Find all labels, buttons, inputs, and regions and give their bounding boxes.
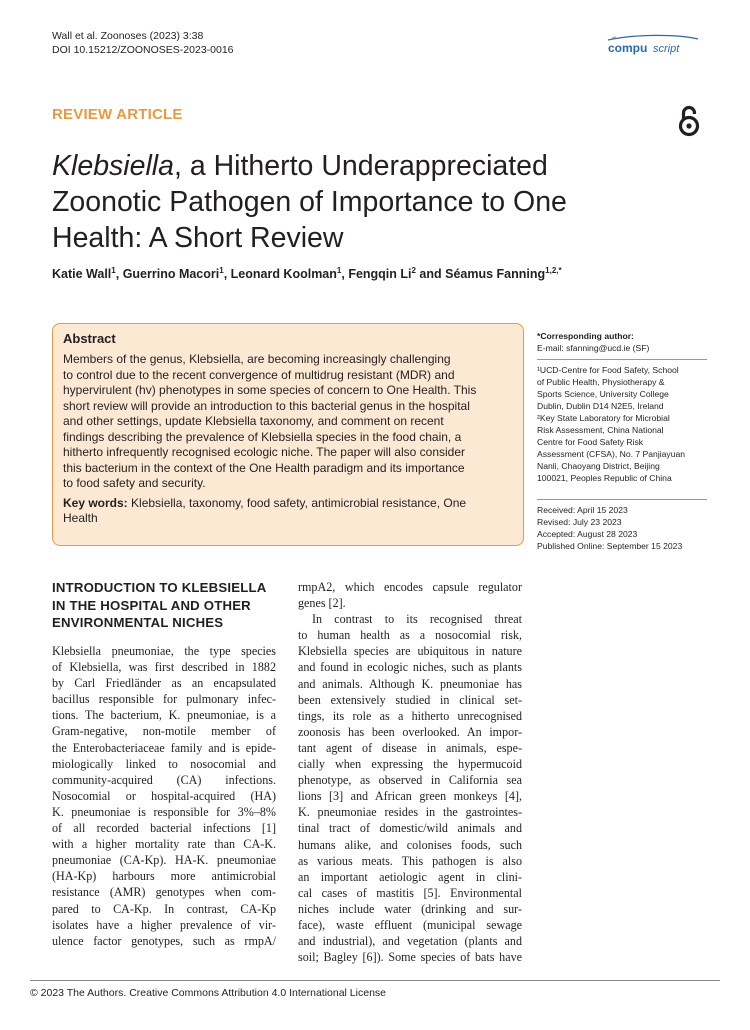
author-affiliation: 2: [411, 266, 416, 275]
abstract-line: this bacterium in the context of the One Health paradigm and its importance: [63, 460, 465, 475]
author-name: Katie Wall: [52, 267, 112, 282]
body-line: (HA-Kp) harbours more antimicrobial: [52, 869, 276, 884]
author-name: Séamus Fanning: [445, 267, 546, 282]
svg-text:script: script: [653, 43, 680, 55]
body-line: cially when expressing the hypermucoid: [298, 757, 522, 772]
date-revised: Revised: July 23 2023: [537, 517, 622, 527]
body-column-left: [52, 643, 276, 949]
body-line: humans alike, and colonises foods, such: [298, 837, 522, 852]
author-affiliation: 1,2,*: [545, 266, 562, 275]
body-line: with a higher mortality rate than CA-K.: [52, 837, 276, 852]
section-heading-line: IN THE HOSPITAL AND OTHER: [52, 597, 251, 613]
author-affiliation: 1: [111, 266, 116, 275]
sidebar-divider: [537, 359, 707, 360]
body-line: tinal tract of domestic/wild animals and: [298, 821, 522, 836]
keywords-label: Key words:: [63, 495, 128, 510]
body-line: niches include water (drinking and sur-: [298, 901, 522, 916]
affiliation-line: 100021, Peoples Republic of China: [537, 473, 672, 483]
doi[interactable]: DOI 10.15212/ZOONOSES-2023-0016: [52, 44, 234, 56]
title-line3: Health: A Short Review: [52, 222, 344, 254]
body-line: community-acquired (CA) infections.: [52, 772, 276, 787]
body-line: Klebsiella species are ubiquitous in nature: [298, 644, 522, 659]
body-line: been extensively studied in clinical set-: [298, 692, 522, 707]
body-line: and found in ecologic niches, such as plants: [298, 660, 522, 675]
body-line: phenotype, as observed in California sea: [298, 773, 522, 788]
body-line: tings, its role as a hitherto unrecognised: [298, 708, 522, 723]
body-line: K. pneumoniae resides in the gastrointes-: [298, 805, 522, 820]
author-name: Guerrino Macori: [122, 267, 220, 282]
affiliation-line: ²Key State Laboratory for Microbial: [537, 413, 670, 423]
body-line: isolates have a higher prevalence of vir-: [52, 917, 276, 932]
abstract-line: to food safety and security.: [63, 476, 206, 490]
body-line: ulence factor genotypes, such as rmpA/: [52, 933, 276, 948]
article-title: [52, 148, 702, 256]
footer-divider: [30, 980, 720, 981]
corresponding-author: [537, 330, 712, 354]
article-dates: [537, 504, 712, 552]
affiliation-line: Assessment (CFSA), No. 7 Panjiayuan: [537, 449, 686, 459]
body-line: lions [3] and African green monkeys [4],: [298, 789, 522, 804]
body-line: In contrast to its recognised threat: [312, 612, 522, 627]
author-list: Katie Wall$^1$, Guerrino Macori$^1$, Leonard Koolman$^1$, Fengqin Li$^2$ and Séamus Fanning$^{1,2,*}$: [52, 266, 562, 282]
author-affiliation: 1: [336, 266, 342, 275]
body-line: as various meats. This pathogen is also: [298, 853, 522, 868]
body-line: K. pneumoniae is responsible for 3%–8%: [52, 804, 276, 819]
body-line: face), waste effluent (municipal sewage: [298, 917, 522, 932]
body-line: tions. The bacterium, K. pneumoniae, is a: [52, 708, 276, 723]
journal-citation: Wall et al. Zoonoses (2023) 3:38: [52, 30, 204, 42]
affiliation-line: Dublin, Dublin D14 N2E5, Ireland: [537, 401, 664, 411]
date-accepted: Accepted: August 28 2023: [537, 529, 638, 539]
affiliation-line: Risk Assessment, China National: [537, 425, 664, 435]
title-genus: Klebsiella: [52, 150, 174, 182]
abstract-line: findings describing the prevalence of Klebsiella species in the food chain, a: [63, 429, 462, 444]
abstract-box: [52, 323, 524, 546]
title-line2: Zoonotic Pathogen of Importance to One: [52, 186, 567, 218]
author-name: Fengqin Li: [348, 267, 412, 282]
open-access-icon: [676, 104, 702, 138]
body-line: of all recorded bacterial infections [1]: [52, 821, 276, 836]
keywords-line2: Health: [63, 511, 98, 525]
section-heading-line: ENVIRONMENTAL NICHES: [52, 615, 224, 630]
abstract-heading: Abstract: [63, 331, 116, 346]
affiliation-line: Sports Science, University College: [537, 389, 669, 399]
sidebar-divider: [537, 499, 707, 500]
author-affiliation: 1: [219, 266, 224, 275]
body-line: and industrial), and vegetation (plants and: [298, 934, 522, 949]
corresponding-label: *Corresponding author:: [537, 331, 634, 341]
body-line: soil; Bagley [6]). Some species of bats have: [298, 950, 522, 965]
date-received: Received: April 15 2023: [537, 505, 628, 515]
body-line: zoonosis has been overlooked. An impor-: [298, 724, 522, 739]
section-heading: [52, 579, 282, 632]
affiliation-line: Centre for Food Safety Risk: [537, 437, 644, 447]
author-name: Leonard Koolman: [230, 267, 337, 282]
compuscript-logo: [606, 34, 700, 58]
body-line: genes [2].: [298, 596, 346, 611]
body-line: of Klebsiella, was first described in 1882: [52, 660, 276, 675]
body-line: resistance (AMR) genotypes when com-: [52, 885, 276, 900]
body-line: cal cases of mastitis [5]. Environmental: [298, 885, 522, 900]
abstract-line: hitherto infrequently recognised ecologic niche. The paper will also consider: [63, 445, 466, 459]
body-line: and animals. Although K. pneumoniae has: [298, 676, 522, 691]
abstract-line: hypervirulent (hv) phenotypes in some species of concern to One Health. This: [63, 383, 477, 397]
body-line: by Carl Friedländer as an encapsulated: [52, 676, 276, 691]
title-line1: , a Hitherto Underappreciated: [174, 150, 548, 182]
body-column-right: [298, 579, 522, 965]
abstract-line: Members of the genus, Klebsiella, are becoming increasingly challenging: [63, 352, 451, 366]
body-line: pneumoniae (CA-Kp). HA-K. pneumoniae: [52, 853, 276, 868]
body-line: miologically linked to nosocomial and: [52, 756, 276, 771]
affiliation-line: Nanli, Chaoyang District, Beijing: [537, 461, 660, 471]
body-line: Gram-negative, non-motile member of: [52, 724, 276, 739]
license-footer: © 2023 The Authors. Creative Commons Attribution 4.0 International License: [30, 987, 386, 999]
keywords: [63, 496, 513, 527]
section-heading-line: INTRODUCTION TO KLEBSIELLA: [52, 580, 267, 595]
article-type: REVIEW ARTICLE: [52, 106, 183, 123]
date-published: Published Online: September 15 2023: [537, 541, 683, 551]
body-line: rmpA2, which encodes capsule regulator: [298, 580, 522, 594]
body-line: tant agent of disease in animals, espe-: [298, 740, 522, 755]
abstract-line: to control due to the recent convergence of multidrug resistant (MDR) and: [63, 367, 455, 382]
body-line: to human health as a nosocomial risk,: [298, 628, 522, 643]
abstract-line: and other settings, update Klebsiella taxonomy, and comment on recent: [63, 414, 444, 428]
body-line: Nosocomial or hospital-acquired (HA): [52, 788, 276, 803]
body-line: an important aetiologic agent in clini-: [298, 869, 522, 884]
body-line: pared to CA-Kp. In contrast, CA-Kp: [52, 901, 276, 916]
svg-text:compu: compu: [608, 41, 648, 55]
abstract-text: [63, 352, 513, 492]
abstract-line: short review will provide an introduction to this bacterial genus in the hospital: [63, 398, 470, 413]
affiliation-line: ¹UCD-Centre for Food Safety, School: [537, 365, 679, 375]
body-line: the Enterobacteriaceae family and is epide-: [52, 740, 276, 755]
body-line: bacillus responsible for pulmonary infec-: [52, 692, 276, 707]
corresponding-email[interactable]: E-mail: sfanning@ucd.ie (SF): [537, 343, 650, 353]
affiliation-line: of Public Health, Physiotherapy &: [537, 377, 665, 387]
keywords-line1: Klebsiella, taxonomy, food safety, antimicrobial resistance, One: [127, 495, 467, 510]
body-line: Klebsiella pneumoniae, the type species: [52, 644, 276, 658]
affiliations: [537, 364, 712, 484]
